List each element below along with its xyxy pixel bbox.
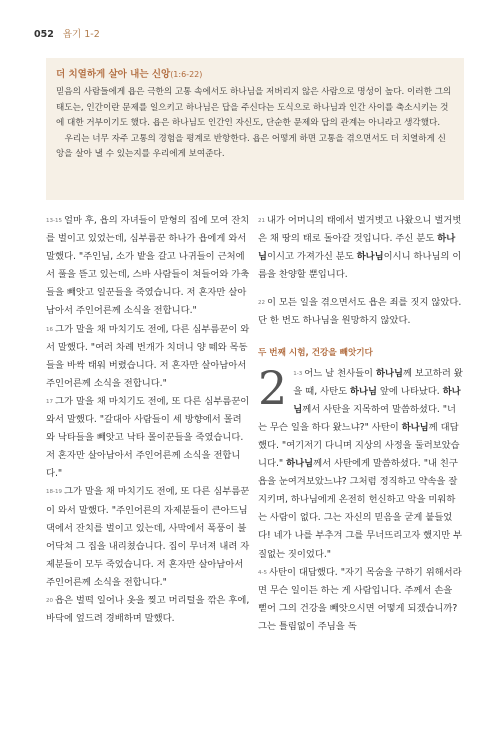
verse-21 (258, 212, 464, 284)
verse-number: 4-5 (258, 569, 267, 576)
emphasis: 하나님 (356, 251, 384, 263)
emphasis: 하나님 (258, 233, 456, 263)
verse-text: 이시고 가져가신 분도 (266, 251, 357, 263)
box-paragraph-1: 믿음의 사람들에게 욥은 극한의 고통 속에서도 하나님을 저버리지 않은 사람으로 명성이 높다. 이러한 그의 태도는, 인간이란 문제를 일으키고 하나님은 답을 주신다는 도식으로 하나님과 인간 사이를 축소시키는 것에 대한 거부이기도 했다. 욥은 하나님도 인간인 자신도, 단순한 문제와 답의 관계는 아니라고 생각했다. (56, 87, 452, 128)
verse-text: 욥은 벌떡 일어나 옷을 찢고 머리털을 깎은 후에, 바닥에 엎드려 경배하며 말했다. (46, 594, 250, 625)
verse-number: 22 (258, 300, 265, 307)
left-column (46, 212, 250, 628)
book-reference: 욥기 1-2 (62, 29, 100, 40)
verse-13 (46, 212, 250, 321)
verse-text: 그가 말을 채 마치기도 전에, 또 다른 심부름꾼이 와서 말했다. "주인어른의 자제분들이 큰아드님 댁에서 잔치를 벌이고 있는데, 사막에서 폭풍이 불어닥쳐 그 집을 내리쳤습니다. 집이 무너져 내려 자제분들이 모두 죽었습니다. 저 혼자만 살아남아서 주인어른께 소식을 전합니다." (46, 486, 250, 588)
verse-number: 17 (46, 398, 53, 405)
box-title (56, 66, 454, 80)
verse-number: 13-15 (46, 218, 62, 224)
verse-text: 그가 말을 채 마치기도 전에, 또 다른 심부름꾼이 와서 말했다. "갈대아 사람들이 세 방향에서 몰려와 낙타들을 빼앗고 낙타 몰이꾼들을 죽였습니다. 저 혼자만 살아남아서 주인어른께 소식을 전합니다." (46, 395, 250, 480)
verse-16 (46, 321, 250, 393)
box-paragraph-2: 우리는 너무 자주 고통의 경험을 평계로 반항한다. 욥은 어떻게 하면 고통을 겪으면서도 더 치열하게 신앙을 살아 낼 수 있는지를 우리에게 보여준다. (56, 133, 446, 159)
verse-number: 18-19 (46, 489, 62, 496)
verse-text: 께 보고하러 왔을 때, 사탄도 (293, 367, 463, 397)
verse-text: 얼마 후, 욥의 자녀들이 맏형의 집에 모여 잔치를 벌이고 있었는데, 심부름꾼 하나가 욥에게 와서 말했다. "주인님, 소가 밭을 갈고 나귀들이 근처에서 풀을 뜯고 있는데, 스바 사람들이 쳐들어와 가축들을 빼앗고 일꾼들을 죽였습니다. 저 혼자만 살아남아서 주인어른께 소식을 전합니다." (46, 215, 250, 317)
emphasis: 하나님 (376, 367, 403, 379)
verse-number: 21 (258, 218, 265, 224)
sidebar-box (46, 58, 464, 200)
verse-number: 1-3 (293, 370, 303, 377)
verse-17 (46, 393, 250, 483)
box-title-text: 더 치열하게 살아 내는 신앙 (56, 69, 171, 80)
box-title-ref: (1:6-22) (170, 70, 203, 79)
section-heading: 두 번째 시험, 건강을 빼앗기다 (258, 347, 373, 358)
verse-22 (258, 294, 464, 330)
box-body (56, 85, 454, 163)
chapter-dropcap: 2 (258, 360, 288, 415)
emphasis: 하나님 (286, 458, 314, 470)
emphasis: 하나님 (350, 385, 377, 397)
verse-text: 께서 사탄을 지목하여 말씀하셨다. "너는 무슨 일을 하다 왔느냐?" 사탄이 (258, 403, 457, 433)
right-column (258, 212, 464, 636)
verse-18 (46, 483, 250, 592)
verse-text: 어느 날 천사들이 (304, 367, 376, 379)
verse-text: 내가 어머니의 태에서 벌거벗고 나왔으니 벌거벗은 채 땅의 태로 돌아갈 것입니다. 주신 분도 (258, 215, 462, 245)
emphasis: 하나님 (293, 385, 461, 415)
verse-text: 그가 말을 채 마치기도 전에, 다른 심부름꾼이 와서 말했다. "여러 차례 번개가 치더니 양 떼와 목동들을 바싹 태워 버렸습니다. 저 혼자만 살아남아서 주인어른께 소식을 전합니다." (46, 323, 250, 389)
page-header (34, 26, 100, 40)
verse-number: 16 (46, 326, 53, 333)
verse-20 (46, 592, 250, 628)
verse-text: 이시니 하나님의 이름을 찬양할 뿐입니다. (258, 251, 462, 281)
verse-text: 사탄이 대답했다. "자기 목숨을 구하기 위해서라면 무슨 일이든 하는 게 사람입니다. 주께서 손을 뻗어 그의 건강을 빼앗으시면 어떻게 되겠습니까? 그는 틀림없이 주님을 독 (258, 566, 462, 632)
verse-text: 앞에 나타났다. (376, 385, 443, 397)
verse-2-1 (258, 360, 464, 564)
emphasis: 하나님 (401, 421, 429, 433)
verse-text: 이 모든 일을 겪으면서도 욥은 죄를 짓지 않았다. 단 한 번도 하나님을 원망하지 않았다. (258, 297, 462, 327)
verse-number: 20 (46, 597, 53, 604)
verse-text: 께 대답했다. "여기저기 다니며 지상의 사정을 둘러보았습니다." (258, 421, 460, 470)
verse-text: 께서 사탄에게 말씀하셨다. "내 친구 욥을 눈여겨보았느냐? 그처럼 정직하고 약속을 잘 지키며, 하나님에게 온전히 헌신하고 악을 미워하는 사람이 없다. 그는 자신의 믿음을 굳게 붙들었다! 네가 나를 부추겨 그를 무너뜨리고자 했지만 부질없는 짓이었다." (258, 458, 463, 560)
verse-2-4 (258, 564, 464, 636)
page-number: 052 (34, 29, 54, 40)
